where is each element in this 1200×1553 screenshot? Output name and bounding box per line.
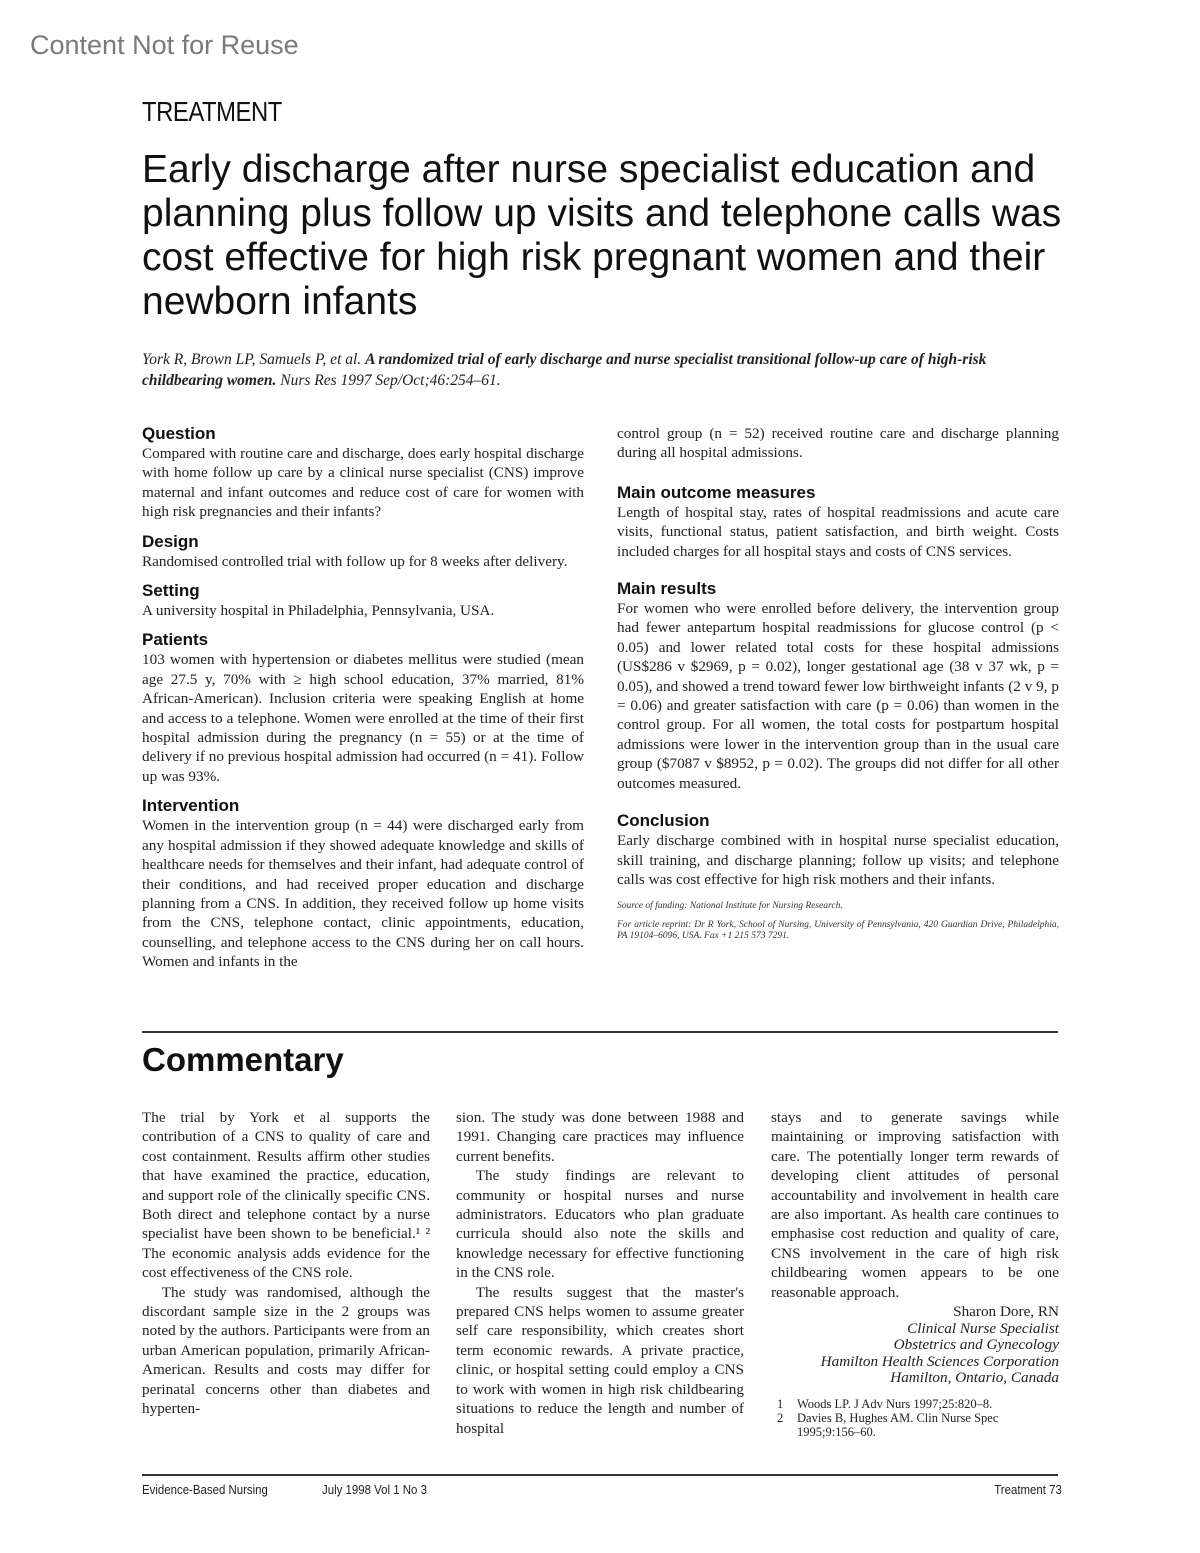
commentary-paragraph: The study findings are relevant to community or hospital nurses and nurse administrators. Educators who plan graduate curricula should also note the skills and knowledge necessary for effective functioning in the CNS role. — [456, 1167, 744, 1282]
commentary-paragraph: stays and to generate savings while maintaining or improving satisfaction with care. The potentially longer term rewards of developing client attitudes of personal accountability and involvement in health care are also important. As health care continues to emphasise cost reduction and quality of care, CNS involvement in the care of high risk childbearing women appears to be one reasonable approach. — [771, 1109, 1059, 1301]
conclusion-heading: Conclusion — [617, 811, 710, 831]
footer-divider — [142, 1474, 1058, 1476]
reference-text: Davies B, Hughes AM. Clin Nurse Spec 1995;9:156–60. — [797, 1411, 999, 1440]
citation-source: Nurs Res 1997 Sep/Oct;46:254–61. — [276, 372, 501, 389]
reprint-note: For article reprint: Dr R York, School of Nursing, University of Pennsylvania, 420 Guardian Drive, Philadelphia, PA 19104–6096, USA. Fax +1 215 573 7291. — [617, 920, 1059, 942]
outcomes-heading: Main outcome measures — [617, 482, 816, 502]
author-organization: Hamilton Health Sciences Corporation — [820, 1352, 1059, 1370]
commentary-column-1 — [142, 1108, 430, 1419]
footer-journal: Evidence-Based Nursing — [142, 1482, 268, 1497]
watermark: Content Not for Reuse — [30, 30, 299, 60]
commentary-paragraph: The study was randomised, although the discordant sample size in the 2 groups was noted by the authors. Participants were from an urban American population, primarily African-American. Results and costs may differ for perinatal concerns other than diabetes and hyperten- — [142, 1283, 430, 1418]
author-signature — [771, 1304, 1059, 1387]
commentary-paragraph: sion. The study was done between 1988 and 1991. Changing care practices may influence current benefits. — [456, 1109, 744, 1165]
author-department: Obstetrics and Gynecology — [893, 1336, 1059, 1354]
section-label: TREATMENT — [142, 96, 282, 127]
citation-authors: York R, Brown LP, Samuels P, et al. — [142, 351, 366, 368]
question-text: Compared with routine care and discharge, does early hospital discharge with home follow up care by a clinical nurse specialist (CNS) improve maternal and infant outcomes and reduce cost of care for women with high risk pregnancies and their infants? — [142, 445, 584, 521]
question-heading: Question — [142, 424, 216, 443]
reference-item — [771, 1411, 1059, 1439]
intervention-text: Women in the intervention group (n = 44) were discharged early from any hospital admission if they showed adequate knowledge and skills of healthcare needs for themselves and their infant, had adequate control of their conditions, and had received proper education and discharge planning from a CNS. In addition, they received follow up home visits from the CNS, telephone contact, clinic appointments, education, counselling, and telephone access to the CNS during her on call hours. Women and infants in the — [142, 817, 584, 971]
commentary-paragraph: The results suggest that the master's prepared CNS helps women to assume greater self care responsibility, which creates short term economic rewards. A private practice, clinic, or hospital setting could employ a CNS to work with women in high risk childbearing situations to reduce the length and number of hospital — [456, 1283, 744, 1437]
reference-item — [771, 1397, 1059, 1411]
author-location: Hamilton, Ontario, Canada — [890, 1369, 1059, 1387]
abstract-left-column — [142, 424, 584, 982]
results-text: For women who were enrolled before delivery, the intervention group had fewer antepartum hospital readmissions for glucose control (p < 0.05) and lower related total costs for these hospital admissions (US$286 v $2969, p = 0.02), longer gestational age (38 v 37 wk, p = 0.05), and showed a trend toward fewer low birthweight infants (2 v 9, p = 0.06) and greater satisfaction with care (p = 0.06) than women in the control group. For all women, the total costs for postpartum hospital admissions were lower in the intervention group than in the usual care group ($7087 v $8952, p = 0.02). The groups did not differ for all other outcomes measured. — [617, 600, 1059, 792]
author-title: Clinical Nurse Specialist — [907, 1319, 1059, 1337]
footer-issue: July 1998 Vol 1 No 3 — [322, 1482, 427, 1497]
intervention-text-continued: control group (n = 52) received routine care and discharge planning during all hospital admissions. — [617, 425, 1059, 462]
patients-text: 103 women with hypertension or diabetes mellitus were studied (mean age 27.5 y, 70% with ≥ high school education, 37% married, 81% African-American). Inclusion criteria were speaking English at home and access to a telephone. Women were enrolled at the time of their first hospital admission during the pregnancy (n = 55) or at the time of delivery if no previous hospital admission had occurred (n = 41). Follow up was 93%. — [142, 651, 584, 785]
commentary-heading: Commentary — [142, 1041, 344, 1078]
conclusion-text: Early discharge combined with in hospital nurse specialist education, skill training, and discharge planning; follow up visits; and telephone calls was cost effective for high risk mothers and their infants. — [617, 832, 1059, 888]
intervention-heading: Intervention — [142, 796, 240, 816]
setting-text: A university hospital in Philadelphia, Pennsylvania, USA. — [142, 602, 495, 620]
author-name: Sharon Dore, RN — [953, 1303, 1059, 1321]
reference-number: 1 — [777, 1397, 784, 1412]
reference-list — [771, 1397, 1059, 1439]
patients-heading: Patients — [142, 630, 209, 650]
design-heading: Design — [142, 531, 199, 551]
abstract-right-column — [617, 424, 1059, 950]
citation-article-title: A randomized trial of early discharge and nurse specialist transitional follow-up care of high-risk childbearing women. — [142, 351, 987, 389]
commentary-column-2 — [456, 1108, 744, 1438]
commentary-paragraph: The trial by York et al supports the contribution of a CNS to quality of care and cost containment. Results affirm other studies that have examined the practice, education, and support role of the clinically specific CNS. Both direct and telephone contact by a nurse specialist have been shown to be beneficial.¹ ² The economic analysis adds evidence for the cost effectiveness of the CNS role. — [142, 1109, 430, 1282]
reference-number: 2 — [777, 1411, 784, 1426]
results-heading: Main results — [617, 579, 717, 599]
setting-heading: Setting — [142, 581, 200, 601]
footer-page-number: Treatment 73 — [994, 1482, 1062, 1497]
citation — [142, 349, 1062, 391]
section-divider — [142, 1031, 1058, 1033]
reference-text: Woods LP. J Adv Nurs 1997;25:820–8. — [797, 1397, 993, 1412]
design-text: Randomised controlled trial with follow up for 8 weeks after delivery. — [142, 552, 568, 570]
funding-note: Source of funding: National Institute for Nursing Research. — [617, 901, 843, 912]
outcomes-text: Length of hospital stay, rates of hospital readmissions and acute care visits, functional status, patient satisfaction, and birth weight. Costs included charges for all hospital stays and costs of CNS services. — [617, 503, 1059, 560]
article-title: Early discharge after nurse specialist education and planning plus follow up visits and telephone calls was cost effective for high risk pregnant women and their newborn infants — [142, 148, 1062, 323]
commentary-column-3 — [771, 1108, 1059, 1439]
